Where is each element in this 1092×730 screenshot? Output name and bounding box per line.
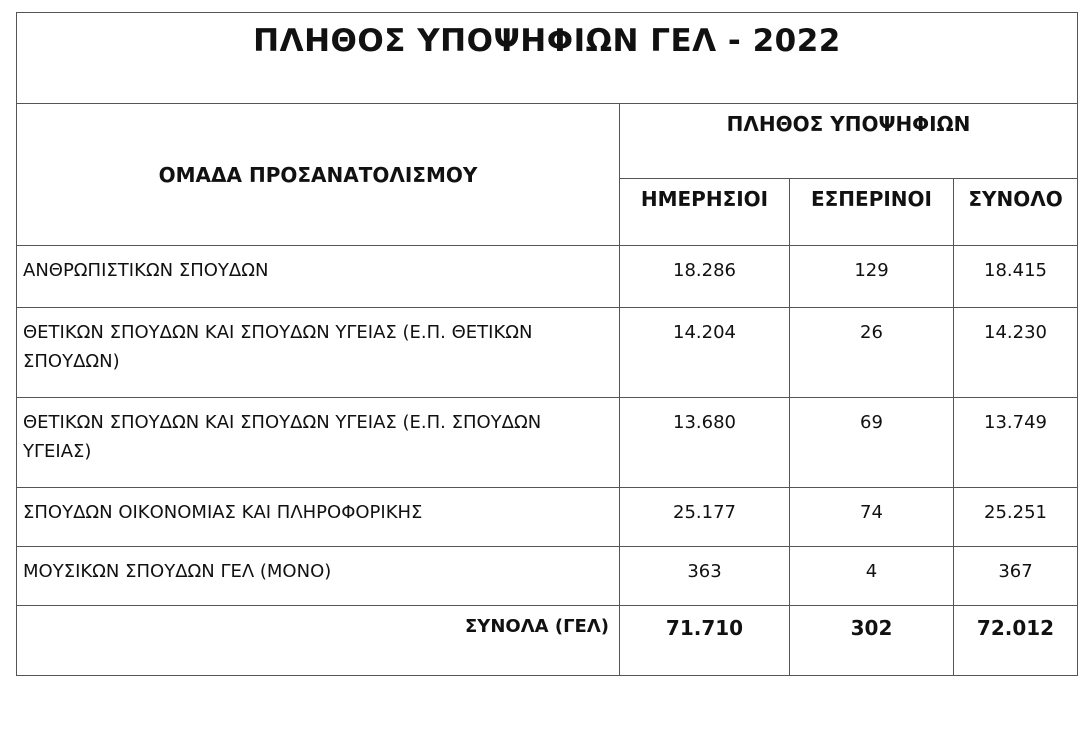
row-evening-value: 4 bbox=[790, 547, 954, 606]
title-row bbox=[17, 13, 1078, 104]
header-row-top bbox=[17, 104, 1078, 179]
table-row bbox=[17, 398, 1078, 488]
row-total-value: 25.251 bbox=[954, 488, 1078, 547]
row-evening-value: 26 bbox=[790, 308, 954, 398]
row-group-label: ΘΕΤΙΚΩΝ ΣΠΟΥΔΩΝ ΚΑΙ ΣΠΟΥΔΩΝ ΥΓΕΙΑΣ (Ε.Π. ΘΕΤΙΚΩΝ ΣΠΟΥΔΩΝ) bbox=[17, 308, 620, 398]
table-row bbox=[17, 308, 1078, 398]
totals-total-value: 72.012 bbox=[954, 606, 1078, 676]
row-group-label: ΜΟΥΣΙΚΩΝ ΣΠΟΥΔΩΝ ΓΕΛ (ΜΟΝΟ) bbox=[17, 547, 620, 606]
header-count-label: ΠΛΗΘΟΣ ΥΠΟΨΗΦΙΩΝ bbox=[620, 104, 1078, 179]
header-group-label: ΟΜΑΔΑ ΠΡΟΣΑΝΑΤΟΛΙΣΜΟΥ bbox=[17, 104, 620, 246]
totals-evening-value: 302 bbox=[790, 606, 954, 676]
totals-row bbox=[17, 606, 1078, 676]
row-total-value: 18.415 bbox=[954, 246, 1078, 308]
candidates-table-container bbox=[16, 12, 1077, 676]
row-evening-value: 129 bbox=[790, 246, 954, 308]
row-group-label: ΑΝΘΡΩΠΙΣΤΙΚΩΝ ΣΠΟΥΔΩΝ bbox=[17, 246, 620, 308]
totals-day-value: 71.710 bbox=[620, 606, 790, 676]
row-total-value: 13.749 bbox=[954, 398, 1078, 488]
column-header-total: ΣΥΝΟΛΟ bbox=[954, 179, 1078, 246]
row-day-value: 13.680 bbox=[620, 398, 790, 488]
row-total-value: 367 bbox=[954, 547, 1078, 606]
row-day-value: 18.286 bbox=[620, 246, 790, 308]
table-row bbox=[17, 246, 1078, 308]
column-header-evening: ΕΣΠΕΡΙΝΟΙ bbox=[790, 179, 954, 246]
row-total-value: 14.230 bbox=[954, 308, 1078, 398]
row-day-value: 14.204 bbox=[620, 308, 790, 398]
row-evening-value: 69 bbox=[790, 398, 954, 488]
candidates-table bbox=[16, 12, 1078, 676]
row-day-value: 363 bbox=[620, 547, 790, 606]
row-evening-value: 74 bbox=[790, 488, 954, 547]
totals-label: ΣΥΝΟΛΑ (ΓΕΛ) bbox=[17, 606, 620, 676]
table-row bbox=[17, 488, 1078, 547]
column-header-day: ΗΜΕΡΗΣΙΟΙ bbox=[620, 179, 790, 246]
row-group-label: ΘΕΤΙΚΩΝ ΣΠΟΥΔΩΝ ΚΑΙ ΣΠΟΥΔΩΝ ΥΓΕΙΑΣ (Ε.Π. ΣΠΟΥΔΩΝ ΥΓΕΙΑΣ) bbox=[17, 398, 620, 488]
row-day-value: 25.177 bbox=[620, 488, 790, 547]
table-row bbox=[17, 547, 1078, 606]
row-group-label: ΣΠΟΥΔΩΝ ΟΙΚΟΝΟΜΙΑΣ ΚΑΙ ΠΛΗΡΟΦΟΡΙΚΗΣ bbox=[17, 488, 620, 547]
table-title: ΠΛΗΘΟΣ ΥΠΟΨΗΦΙΩΝ ΓΕΛ - 2022 bbox=[17, 13, 1078, 104]
